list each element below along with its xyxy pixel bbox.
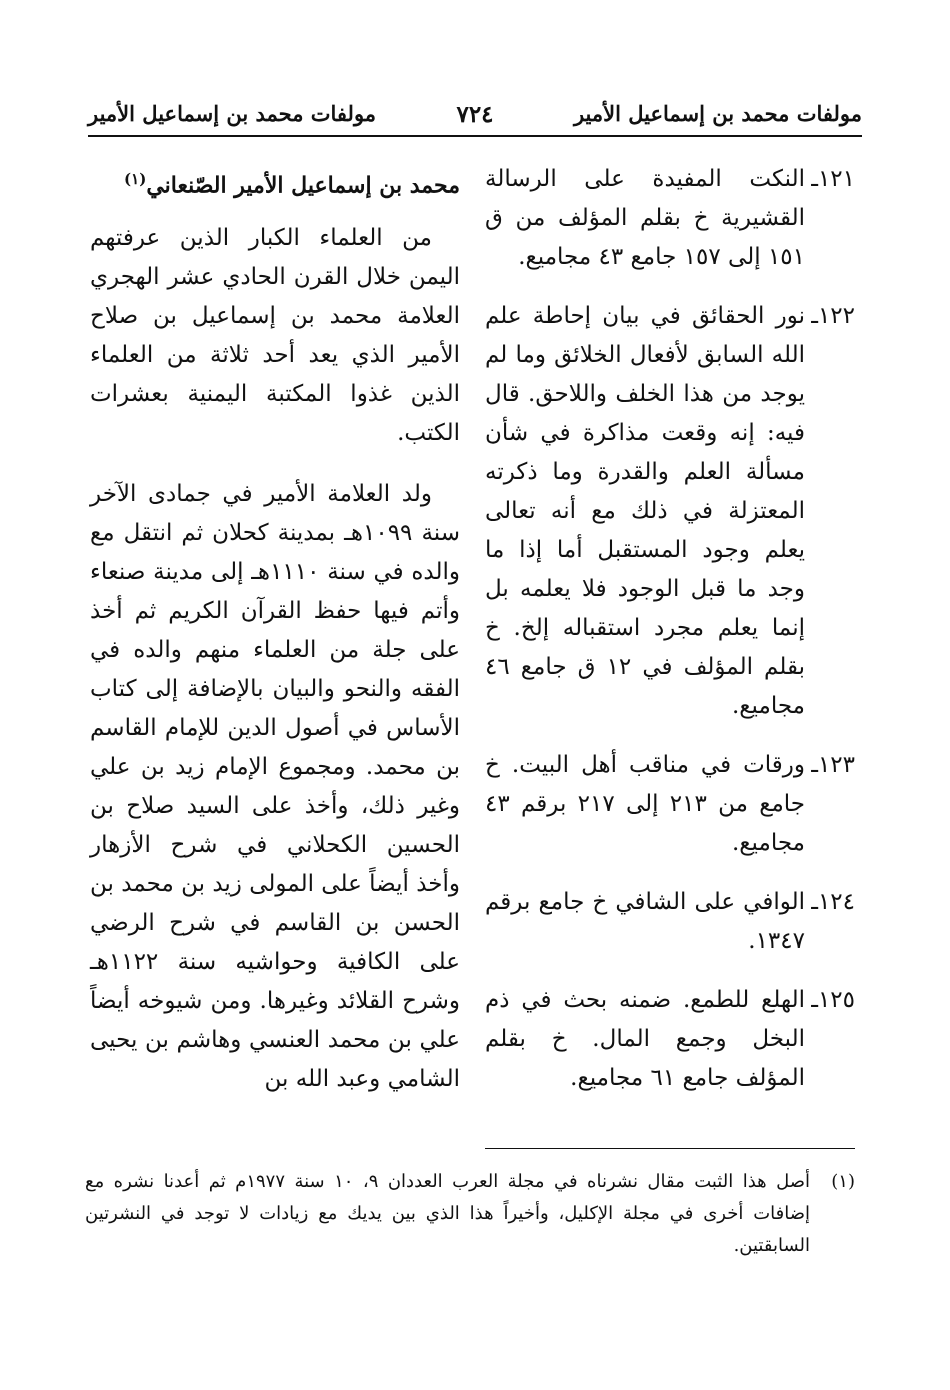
entry-number: ١٢٣ـ bbox=[811, 752, 855, 778]
entry-text: ورقات في مناقب أهل البيت. خ جامع من ٢١٣ إلى ٢١٧ برقم ٤٣ مجاميع. bbox=[485, 752, 805, 856]
footnote-divider bbox=[485, 1148, 855, 1149]
entry-text: النكت المفيدة على الرسالة القشيرية خ بقلم المؤلف من ق ١٥١ إلى ١٥٧ جامع ٤٣ مجاميع. bbox=[485, 166, 805, 270]
running-title-left: مولفات محمد بن إسماعيل الأمير bbox=[88, 101, 377, 126]
right-column bbox=[485, 160, 855, 1118]
list-item bbox=[485, 883, 855, 961]
section-heading bbox=[90, 160, 460, 205]
section-title: محمد بن إسماعيل الأمير الصّنعاني bbox=[146, 172, 460, 199]
left-column bbox=[90, 160, 460, 1121]
footnote-reference[interactable]: (١) bbox=[124, 170, 147, 188]
footnote-text: أصل هذا الثبت مقال نشرناه في مجلة العرب العددان ٩، ١٠ سنة ١٩٧٧م ثم أعدنا نشره مع إضافات أخرى في مجلة الإكليل، وأخيراً هذا الذي بين يديك مع زيادات لا توجد في النشرتين السابقتين. bbox=[85, 1171, 811, 1256]
page-number: ٧٢٤ bbox=[456, 101, 494, 128]
page-header bbox=[88, 95, 862, 137]
entry-number: ١٢٥ـ bbox=[811, 987, 855, 1013]
list-item bbox=[485, 746, 855, 863]
list-item bbox=[485, 981, 855, 1098]
list-item bbox=[485, 297, 855, 726]
footnote-marker: (١) bbox=[831, 1171, 855, 1192]
entry-text: الهلع للطمع. ضمنه بحث في ذم البخل وجمع المال. خ بقلم المؤلف جامع ٦١ مجاميع. bbox=[485, 987, 805, 1091]
footnote bbox=[85, 1166, 855, 1262]
entry-number: ١٢٤ـ bbox=[811, 889, 855, 915]
list-item bbox=[485, 160, 855, 277]
biography-paragraph-1: من العلماء الكبار الذين عرفتهم اليمن خلال القرن الحادي عشر الهجري العلامة محمد بن إسماعيل بن صلاح الأمير الذي يعد أحد ثلاثة من العلماء الذين غذوا المكتبة اليمنية بعشرات الكتب. bbox=[90, 225, 460, 447]
entry-text: نور الحقائق في بيان إحاطة علم الله السابق لأفعال الخلائق وما لم يوجد من هذا الخلف واللاحق. قال فيه: إنه وقعت مذاكرة في شأن مسألة العلم والقدرة وما ذكرته المعتزلة في ذلك مع أنه تعالى يعلم وجود المستقبل أما إذا ما وجد ما قبل الوجود فلا يعلمه بل إنما يعلم مجرد استقباله إلخ. خ بقلم المؤلف في ١٢ ق جامع ٤٦ مجاميع. bbox=[485, 303, 805, 719]
entry-text: الوافي على الشافي خ جامع برقم ١٣٤٧. bbox=[485, 889, 805, 954]
biography-paragraph-2: ولد العلامة الأمير في جمادى الآخر سنة ١٠٩٩هـ بمدينة كحلان ثم انتقل مع والده في سنة ١١١٠هـ إلى مدينة صنعاء وأتم فيها حفظ القرآن الكريم ثم أخذ على جلة من العلماء منهم والده في الفقه والنحو والبيان بالإضافة إلى كتاب الأساس في أصول الدين للإمام القاسم بن محمد. ومجموع الإمام زيد بن علي وغير ذلك، وأخذ على السيد صلاح بن الحسين الكحلاني في شرح الأزهار وأخذ أيضاً على المولى زيد بن محمد بن الحسن بن القاسم في شرح الرضي على الكافية وحواشيه سنة ١١٢٢هـ وشرح القلائد وغيرها. ومن شيوخه أيضاً علي بن محمد العنسي وهاشم بن يحيى الشامي وعبد الله بن bbox=[90, 481, 460, 1093]
entry-number: ١٢٢ـ bbox=[811, 303, 855, 329]
entry-number: ١٢١ـ bbox=[811, 166, 855, 192]
running-title-right: مولفات محمد بن إسماعيل الأمير bbox=[573, 101, 862, 126]
